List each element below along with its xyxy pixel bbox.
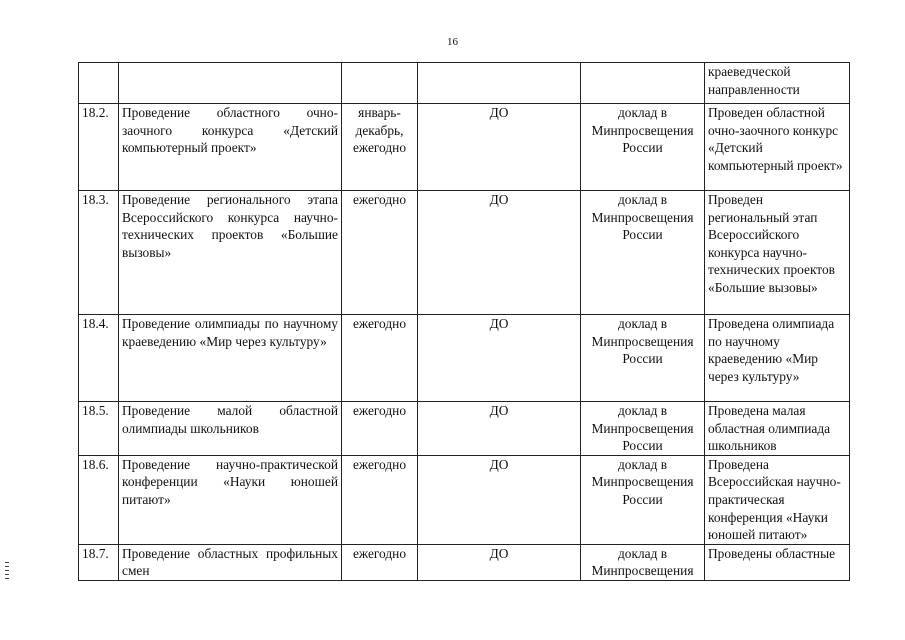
binding-mark [5,578,9,579]
measure-term: ежегодно [342,402,418,456]
binding-mark [5,574,9,575]
measure-executor: ДО [418,455,581,544]
report-form: доклад в Минпросвещения России [581,315,705,402]
row-number: 18.3. [79,191,119,315]
row-number: 18.5. [79,402,119,456]
measures-table [78,62,850,581]
measure-executor: ДО [418,315,581,402]
measure-name: Проведение областного очно-заочного конкурса «Детский компьютерный проект» [119,104,342,191]
binding-mark [5,562,9,563]
measure-result: Проведена малая областная олимпиада школьников [705,402,850,456]
measure-name [119,63,342,104]
report-form: доклад в Минпросвещения России [581,455,705,544]
report-form: доклад в Минпросвещения России [581,104,705,191]
table-row [79,402,850,456]
row-number: 18.6. [79,455,119,544]
measure-result: Проведен областной очно-заочного конкурс «Детский компьютерный проект» [705,104,850,191]
measure-term: ежегодно [342,455,418,544]
report-form: доклад в Минпросвещения России [581,191,705,315]
row-number: 18.7. [79,544,119,580]
table-row [79,63,850,104]
report-form: доклад в Минпросвещения России [581,402,705,456]
binding-mark [5,566,9,567]
report-form: доклад в Минпросвещения [581,544,705,580]
measure-name: Проведение малой областной олимпиады школьников [119,402,342,456]
table-row [79,544,850,580]
measure-executor: ДО [418,402,581,456]
measure-term: январь-декабрь, ежегодно [342,104,418,191]
table-row [79,315,850,402]
table-row [79,455,850,544]
measure-executor [418,63,581,104]
report-form [581,63,705,104]
measure-result: Проведен региональный этап Всероссийского конкурса научно-технических проектов «Большие вызовы» [705,191,850,315]
measure-result: Проведена Всероссийская научно-практическая конференция «Науки юношей питают» [705,455,850,544]
measure-name: Проведение научно-практической конференции «Науки юношей питают» [119,455,342,544]
measure-executor: ДО [418,544,581,580]
measure-term: ежегодно [342,544,418,580]
row-number: 18.4. [79,315,119,402]
table-row [79,104,850,191]
measure-result: краеведческой направленности [705,63,850,104]
measure-result: Проведены областные [705,544,850,580]
page-number: 16 [447,36,458,48]
measure-term [342,63,418,104]
binding-mark [5,570,9,571]
measure-executor: ДО [418,191,581,315]
measure-term: ежегодно [342,315,418,402]
measure-executor: ДО [418,104,581,191]
measure-name: Проведение олимпиады по научному краеведению «Мир через культуру» [119,315,342,402]
row-number: 18.2. [79,104,119,191]
table-row [79,191,850,315]
measure-term: ежегодно [342,191,418,315]
measure-name: Проведение регионального этапа Всероссийского конкурса научно-технических проектов «Большие вызовы» [119,191,342,315]
measure-name: Проведение областных профильных смен [119,544,342,580]
row-number [79,63,119,104]
measure-result: Проведена олимпиада по научному краеведению «Мир через культуру» [705,315,850,402]
